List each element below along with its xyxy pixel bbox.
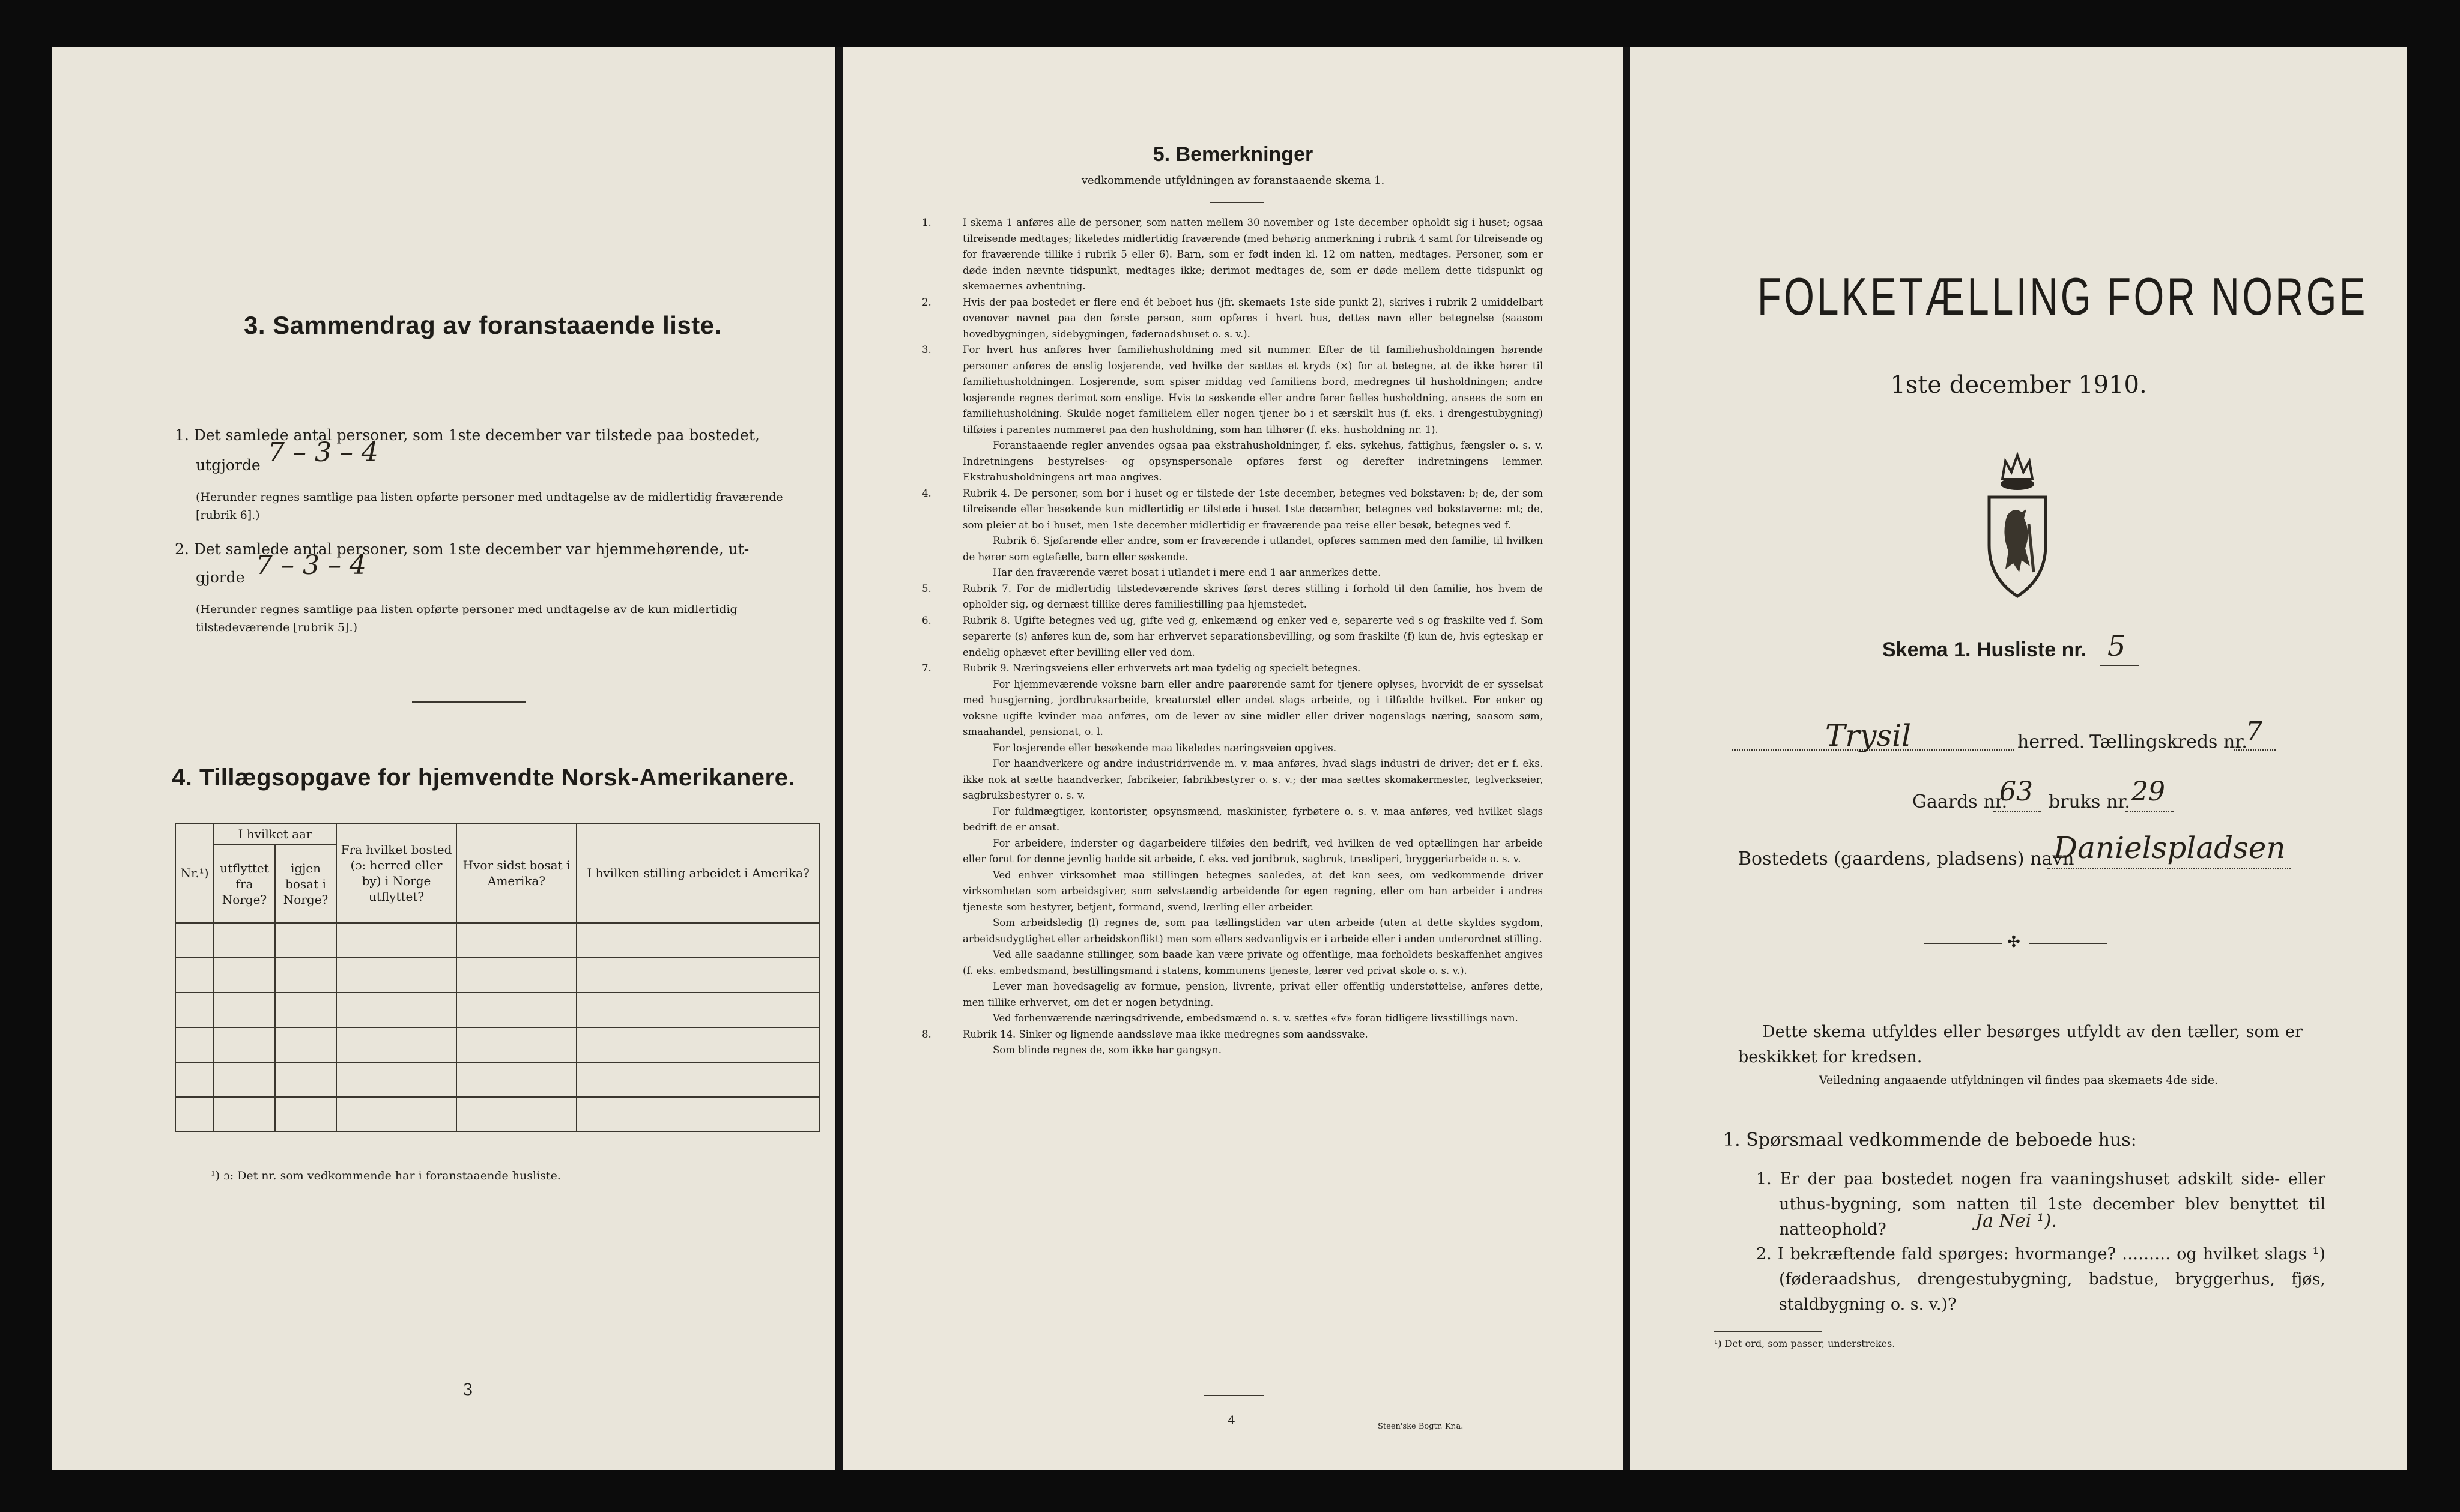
remark-item (942, 1011, 1543, 1027)
section-3-item-2-lead: gjorde (196, 569, 245, 586)
remark-text: Ved forhenværende næringsdrivende, embedsmænd o. s. v. sættes «fv» foran tidligere livsstillings navn. (993, 1012, 1518, 1024)
krets-label: Tællingskreds nr. (2089, 731, 2247, 752)
remark-text: Ved enhver virksomhet maa stillingen betegnes saaledes, at det kan sees, om vedkommende driver virksomheten som arbeidsgiver, som selvstændig arbeidende for egen regning, eller om han arbeider i andres tjeneste som bestyrer, betjent, formand, svend, lærling eller arbeider. (963, 869, 1543, 913)
remark-text: For hvert hus anføres hver familiehusholdning med sit nummer. Efter de til familiehusholdningen hørende personer anføres de enslig losjerende, ved hvilke der sættes et kryds (×) for at betegne, at de ikke hører til familiehusholdningen. Losjerende, som spiser middag ved familiens bord, medregnes til husholdningen; andre losjerende regnes derimot som enslige. Hvis to søskende eller andre fører fælles husholdning, ansees de som en familiehusholdning. Skulde noget familielem eller nogen tjener bo i et særskilt hus (f. eks. i drengestubygning) tilføies i parentes nummeret paa den husholdning, som han tilhører (f. eks. husholdning nr. 1). (963, 344, 1543, 435)
remark-item (942, 1042, 1543, 1059)
remark-item (922, 342, 1543, 438)
intro-note: Veiledning angaaende utfyldningen vil findes paa skemaets 4de side. (1819, 1074, 2219, 1087)
col-last-home: Hvor sidst bosat i Amerika? (456, 823, 577, 923)
divider (1924, 943, 2002, 944)
section-4-footnote: ¹) ɔ: Det nr. som vedkommende har i foranstaaende husliste. (211, 1169, 561, 1182)
intro-text: Dette skema utfyldes eller besørges utfyldt av den tæller, som er beskikket for kredsen. (1738, 1023, 2303, 1066)
right-footnote: ¹) Det ord, som passer, understrekes. (1714, 1338, 1895, 1349)
census-date: 1ste december 1910. (1890, 371, 2147, 399)
remark-text: For losjerende eller besøkende maa likeledes næringsveien opgives. (993, 742, 1336, 754)
remark-item (942, 868, 1543, 916)
section-3-item-1-note: (Herunder regnes samtlige paa listen opførte personer med undtagelse av de midlertidig fraværende [rubrik 6].) (196, 491, 783, 522)
remark-item (922, 295, 1543, 343)
remark-item (922, 215, 1543, 295)
remark-item (922, 581, 1543, 613)
remark-item (942, 677, 1543, 740)
remark-number: 8. (922, 1028, 932, 1040)
remark-text: For fuldmægtiger, kontorister, opsynsmænd, maskinister, fyrbøtere o. s. v. maa anføres, ved hvilket slags bedrift de er ansat. (963, 805, 1543, 833)
section-3-item-1: 1. Det samlede antal personer, som 1ste december var tilstede paa bostedet, (175, 426, 760, 444)
section-4-title: 4. Tillægsopgave for hjemvendte Norsk-Amerikanere. (172, 764, 795, 791)
remark-text: For haandverkere og andre industridrivende m. v. maa anføres, hvad slags industri de driver; det er f. eks. ikke nok at sætte haandverker, fabrikeier, fabrikbestyrer o. s. v.; der maa sættes skomakermester, teglverkseier, sagbruksbestyrer o. s. v. (963, 758, 1543, 801)
husliste-nr-value: 5 (2107, 629, 2126, 663)
col-emigrated: utflyttet fra Norge? (214, 845, 275, 923)
remark-number: 2. (922, 296, 932, 308)
remark-item (922, 661, 1543, 677)
col-nr: Nr.¹) (175, 823, 214, 923)
question-1-2: 2. I bekræftende fald spørges: hvormange? ……… og hvilket slags ¹) (føderaadshus, drengestubygning, badstue, bryggerhus, fjøs, staldbygning o. s. v.)? (1756, 1245, 2325, 1314)
page-right (1630, 47, 2407, 1470)
remark-item (942, 915, 1543, 947)
remark-item (942, 565, 1543, 581)
page-middle (843, 47, 1623, 1470)
divider (1210, 202, 1264, 203)
norsk-amerikanere-table (175, 823, 820, 1132)
remark-text: Hvis der paa bostedet er flere end ét beboet hus (jfr. skemaets 1ste side punkt 2), skrives i rubrik 2 umiddelbart ovenover navnet paa den første person, som opføres i hvert hus, dettes navn eller betegnelse (saasom hovedbygningen, sidebygningen, føderaadshuset o. s. v.). (963, 296, 1543, 340)
remark-item (942, 756, 1543, 804)
remark-text: Rubrik 7. For de midlertidig tilstedeværende skrives først deres stilling i forhold til den familie, hos hvem de opholder sig, og dernæst tillike deres familiestilling paa hjemstedet. (963, 582, 1543, 610)
bosted-field[interactable] (2047, 868, 2291, 869)
col-group-year: I hvilket aar (214, 823, 336, 845)
remark-item (922, 1027, 1543, 1043)
norway-coat-of-arms-icon (1984, 443, 2050, 602)
divider (1714, 1331, 1822, 1332)
ornament-icon: ✣ (2007, 933, 2020, 951)
remark-text: Foranstaaende regler anvendes ogsaa paa ekstrahusholdninger, f. eks. sykehus, fattighus, fængsler o. s. v. Indretningens bestyrelses- og opsynspersonale opføres først og derefter indretningens lemmer. Ekstrahusholdningens art maa angives. (963, 440, 1543, 483)
table-row (175, 993, 820, 1027)
remark-text: Rubrik 9. Næringsveiens eller erhvervets art maa tydelig og specielt betegnes. (963, 662, 1361, 674)
remark-text: Har den fraværende været bosat i utlandet i mere end 1 aar anmerkes dette. (993, 567, 1381, 578)
remark-number: 7. (922, 662, 932, 674)
bruk-field[interactable] (2125, 811, 2174, 812)
table-row (175, 1097, 820, 1132)
divider (2029, 943, 2107, 944)
bruk-value: 29 (2131, 776, 2165, 807)
remark-text: For hjemmeværende voksne barn eller andre paarørende samt for tjenere oplyses, hvorvidt de er sysselsat med husgjerning, jordbruksarbeide, kreaturstel eller andet slags arbeide, og i tilfælde hvilket. For enker og voksne ugifte kvinder maa anføres, om de lever av sine midler eller driver nogenslags næring, saasom søm, smaahandel, pensionat, o. l. (963, 678, 1543, 737)
remark-item (922, 486, 1543, 534)
herred-value: Trysil (1825, 718, 1912, 753)
page-number: 3 (463, 1381, 473, 1399)
remark-text: Som blinde regnes de, som ikke har gangsyn. (993, 1044, 1222, 1056)
remark-item (942, 804, 1543, 836)
divider (412, 701, 526, 703)
gaard-value: 63 (1999, 776, 2033, 807)
page-gutter (836, 47, 843, 1470)
question-1-title: 1. Spørsmaal vedkommende de beboede hus: (1723, 1129, 2137, 1151)
table-row (175, 1062, 820, 1097)
page-number: 4 (1228, 1413, 1235, 1427)
remark-text: I skema 1 anføres alle de personer, som natten mellem 30 november og 1ste december opholdt sig i huset; ogsaa tilreisende medtages; likeledes midlertidig fraværende (med behørig anmerkning i rubrik 4 samt for tilreisende og for fraværende tillike i rubrik 5 eller 6). Barn, som er født inden kl. 12 om natten, medtages. Personer, som er døde inden nævnte tidspunkt, medtages ikke; derimot medtages de, som er døde mellem dette tidspunkt og skemaernes avhentning. (963, 217, 1543, 292)
krets-value: 7 (2246, 716, 2262, 747)
remark-item (942, 979, 1543, 1011)
remark-number: 4. (922, 487, 932, 499)
remark-number: 6. (922, 614, 932, 626)
remark-text: Rubrik 14. Sinker og lignende aandssløve maa ikke medregnes som aandssvake. (963, 1028, 1368, 1040)
bruk-label: bruks nr. (2049, 791, 2130, 812)
section-3-item-1-lead: utgjorde (196, 456, 261, 474)
section-3-item-2-note: (Herunder regnes samtlige paa listen opførte personer med undtagelse av de kun midlertidig tilstedeværende [rubrik 5].) (196, 603, 738, 634)
remarks-list (922, 215, 1543, 1059)
krets-field[interactable] (2234, 749, 2276, 751)
remark-item (942, 947, 1543, 979)
remark-number: 3. (922, 344, 932, 355)
section-3-item-2: 2. Det samlede antal personer, som 1ste december var hjemmehørende, ut- (175, 540, 750, 558)
remark-text: Lever man hovedsagelig av formue, pension, livrente, privat eller offentlig understøttelse, anføres dette, men tillike erhvervet, om det er nogen betydning. (963, 981, 1543, 1008)
remark-item (922, 613, 1543, 661)
remark-text: Rubrik 8. Ugifte betegnes ved ug, gifte ved g, enkemænd og enker ved e, separerte ved s og fraskilte ved f. Som separerte (s) anføres kun de, som har erhvervet separationsbevilling, og som fraskilte (f) kun de, hvis egteskap er endelig ophævet efter bevilling eller ved dom. (963, 614, 1543, 658)
remark-text: Rubrik 6. Sjøfarende eller andre, som er fraværende i utlandet, opføres sammen med den familie, til hvilken de hører som egtefælle, barn eller søskende. (963, 535, 1543, 563)
remark-text: Ved alle saadanne stillinger, som baade kan være private og offentlige, maa forholdets beskaffenhet angives (f. eks. embedsmand, bestillingsmand i statens, kommunens tjeneste, lærer ved privat skole o. s. v.). (963, 949, 1543, 976)
remark-text: Rubrik 4. De personer, som bor i huset og er tilstede der 1ste december, betegnes ved bokstaven: b; de, der som tilreisende eller besøkende kun midlertidig er tilstede i huset 1ste december, betegnes ved bokstaverne: mt; de, som pleier at bo i huset, men 1ste december midlertidig er fraværende paa reise eller besøk, betegnes ved f. (963, 487, 1543, 531)
remark-item (942, 438, 1543, 486)
schema-label: Skema 1. Husliste nr. (1882, 638, 2087, 661)
table-row (175, 1027, 820, 1062)
gaard-field[interactable] (1993, 811, 2041, 812)
remark-number: 1. (922, 217, 932, 228)
remark-number: 5. (922, 582, 932, 594)
herred-label: herred. (2017, 731, 2085, 752)
remark-item (942, 836, 1543, 868)
question-1-1-options[interactable]: Ja Nei ¹). (1975, 1211, 2057, 1232)
page-left (52, 47, 835, 1470)
table-row (175, 923, 820, 958)
section-3-title: 3. Sammendrag av foranstaaende liste. (244, 311, 722, 339)
section-3-item-1-value: 7 – 3 – 4 (268, 437, 378, 468)
census-title: FOLKETÆLLING FOR NORGE (1757, 267, 2368, 326)
remarks-title: 5. Bemerkninger (1153, 143, 1313, 166)
remark-text: For arbeidere, inderster og dagarbeidere tilføies den bedrift, ved hvilken de ved optællingen har arbeide eller forut for denne jevnlig hadde sit arbeide, f. eks. ved jordbruk, sagbruk, træsliperi, bryggeriarbeide o. s. v. (963, 837, 1543, 865)
col-returned: igjen bosat i Norge? (275, 845, 336, 923)
page-gutter (1623, 47, 1630, 1470)
remark-item (942, 740, 1543, 757)
col-position: I hvilken stilling arbeidet i Amerika? (577, 823, 820, 923)
bosted-value: Danielspladsen (2053, 830, 2286, 865)
bosted-label: Bostedets (gaardens, pladsens) navn (1738, 848, 2074, 869)
remark-item (942, 533, 1543, 565)
col-from-place: Fra hvilket bosted (ɔ: herred eller by) i Norge utflyttet? (336, 823, 456, 923)
question-1-1: 1. Er der paa bostedet nogen fra vaaningshuset adskilt side- eller uthus-bygning, som natten til 1ste december blev benyttet til natteophold? (1756, 1170, 2325, 1239)
remark-text: Som arbeidsledig (l) regnes de, som paa tællingstiden var uten arbeide (uten at dette skyldes sygdom, arbeidsudygtighet eller arbeidskonflikt) men som ellers sedvanligvis er i arbeide eller i anden underordnet stilling. (963, 917, 1543, 945)
table-row (175, 958, 820, 993)
gaard-label: Gaards nr. (1912, 791, 2008, 812)
printer-mark: Steen'ske Bogtr. Kr.a. (1378, 1422, 1464, 1431)
divider (1204, 1395, 1264, 1396)
section-3-item-2-value: 7 – 3 – 4 (256, 550, 366, 581)
remarks-subtitle: vedkommende utfyldningen av foranstaaende skema 1. (1081, 174, 1385, 187)
